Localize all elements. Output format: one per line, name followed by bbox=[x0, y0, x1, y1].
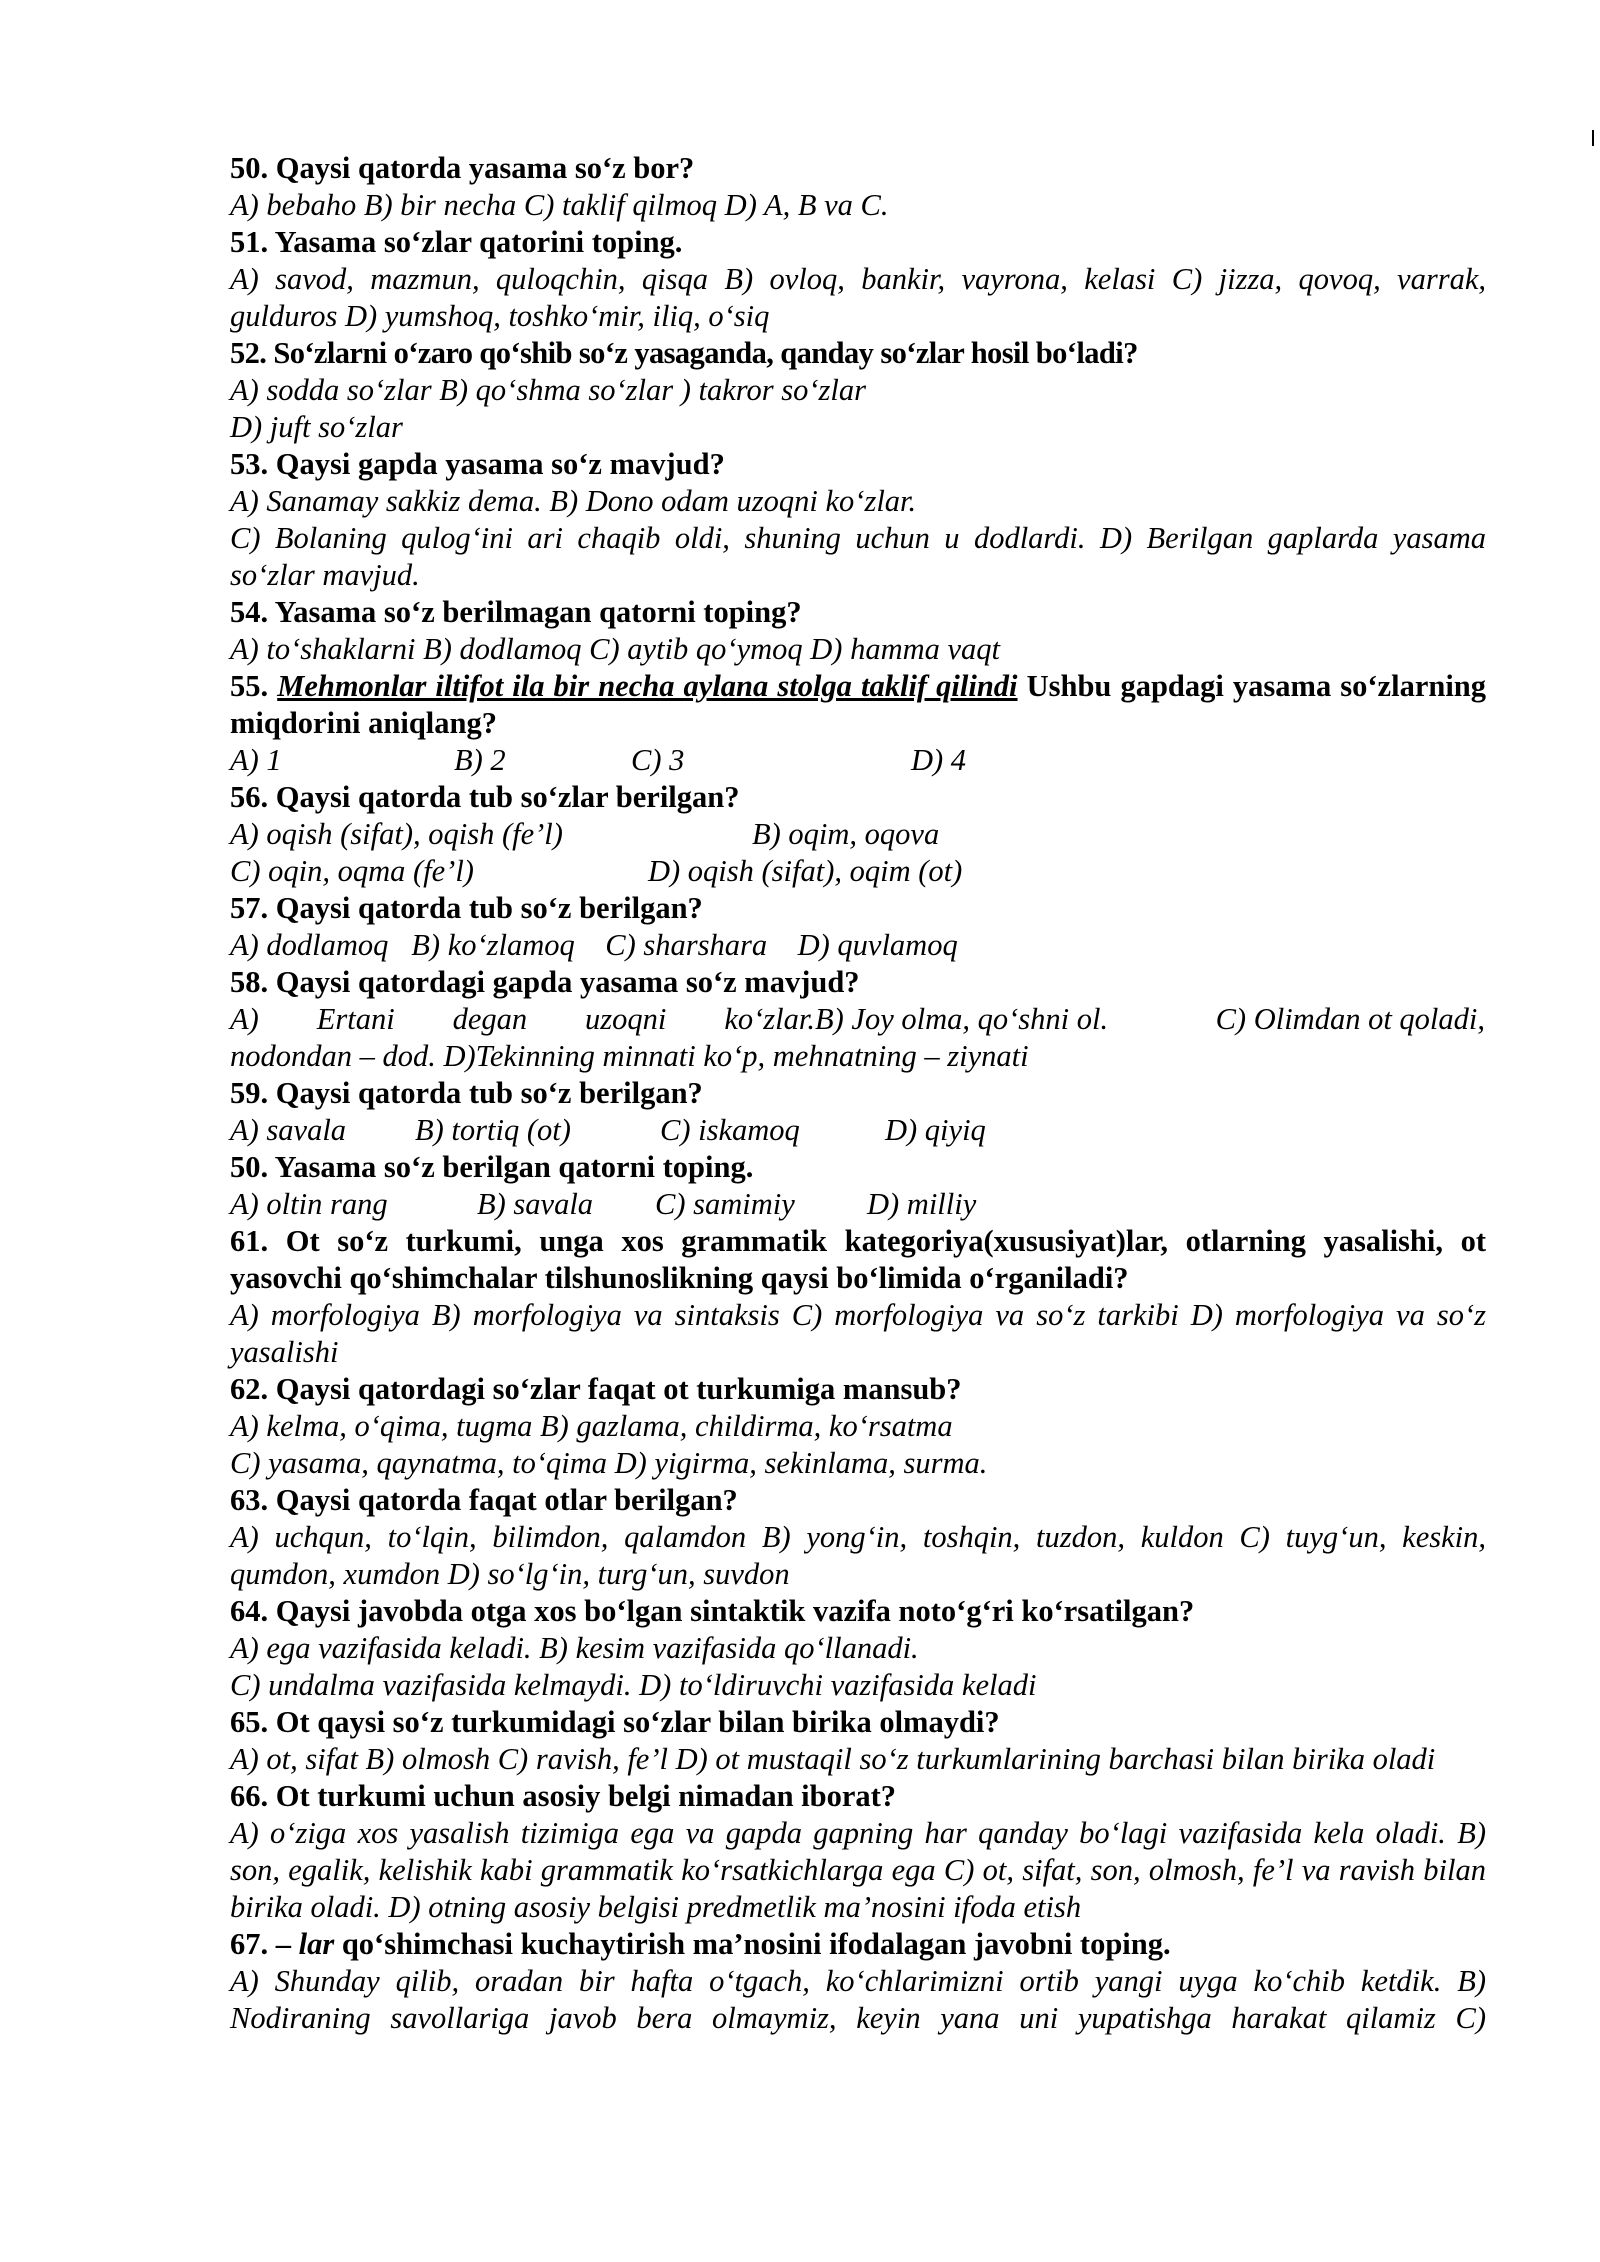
question-63: 63. Qaysi qatorda faqat otlar berilgan? bbox=[230, 1483, 738, 1517]
answer-56-a: A) oqish (sifat), oqish (fe’l) bbox=[230, 817, 563, 851]
answer-59-a: A) savala bbox=[230, 1113, 347, 1147]
answer-56-b: B) oqim, oqova bbox=[752, 817, 940, 851]
answers-61: A) morfologiya B) morfologiya va sintaksis C) morfologiya va so‘z tarkibi D) morfologiya va so‘z yasalishi bbox=[230, 1298, 1486, 1369]
answer-55-a: A) 1 bbox=[230, 743, 282, 777]
answers-60 bbox=[230, 1186, 1486, 1223]
answer-58-a: A) Ertani degan uzoqni ko‘zlar. bbox=[230, 1002, 815, 1036]
question-50: 50. Qaysi qatorda yasama so‘z bor? bbox=[230, 151, 695, 185]
question-52: 52. So‘zlarni o‘zaro qo‘shib so‘z yasaganda, qanday so‘zlar hosil bo‘ladi? bbox=[230, 336, 1138, 370]
answers-53-line1: A) Sanamay sakkiz dema. B) Dono odam uzoqni ko‘zlar. bbox=[230, 484, 917, 518]
answers-50: A) bebaho B) bir necha C) taklif qilmoq D) A, B va C. bbox=[230, 188, 889, 222]
answers-67: A) Shunday qilib, oradan bir hafta o‘tgach, ko‘chlarimizni ortib yangi uyga ko‘chib ketdik. B) Nodiraning savollariga javob bera olmaymiz, keyin yana uni yupatishga harakat qilamiz C) bbox=[230, 1964, 1486, 2035]
answers-59 bbox=[230, 1112, 1486, 1149]
question-67-text: qo‘shimchasi kuchaytirish ma’nosini ifodalagan javobni toping. bbox=[334, 1927, 1171, 1961]
answers-58-line1 bbox=[230, 1001, 1486, 1038]
answer-55-d: D) 4 bbox=[911, 743, 967, 777]
answers-52-line2: D) juft so‘zlar bbox=[230, 410, 403, 444]
answers-53-line2: C) Bolaning qulog‘ini ari chaqib oldi, shuning uchun u dodlardi. D) Berilgan gaplarda yasama so‘zlar mavjud. bbox=[230, 521, 1486, 592]
answers-51: A) savod, mazmun, quloqchin, qisqa B) ovloq, bankir, vayrona, kelasi C) jizza, qovoq, varrak, gulduros D) yumshoq, toshko‘mir, iliq, o‘siq bbox=[230, 262, 1486, 333]
question-58: 58. Qaysi qatordagi gapda yasama so‘z mavjud? bbox=[230, 965, 860, 999]
question-59: 59. Qaysi qatorda tub so‘z berilgan? bbox=[230, 1076, 703, 1110]
question-55-text: Ushbu gapdagi yasama so‘zlarning miqdorini aniqlang? bbox=[230, 669, 1487, 740]
question-65: 65. Ot qaysi so‘z turkumidagi so‘zlar bilan birika olmaydi? bbox=[230, 1705, 1000, 1739]
question-67 bbox=[230, 1926, 1486, 1963]
answers-58-line2: nodondan – dod. D)Tekinning minnati ko‘p, mehnatning – ziynati bbox=[230, 1039, 1029, 1073]
answer-58-b: B) Joy olma, qo‘shni ol. bbox=[815, 1002, 1109, 1036]
answer-56-c: C) oqin, oqma (fe’l) bbox=[230, 854, 474, 888]
question-55-number: 55. bbox=[230, 669, 269, 703]
edge-mark bbox=[1592, 130, 1594, 146]
answer-55-c: C) 3 bbox=[631, 743, 685, 777]
answer-59-c: C) iskamoq bbox=[660, 1113, 800, 1147]
answer-59-d: D) qiyiq bbox=[885, 1113, 986, 1147]
answers-52-line1: A) sodda so‘zlar B) qo‘shma so‘zlar ) takror so‘zlar bbox=[230, 373, 866, 407]
answers-63: A) uchqun, to‘lqin, bilimdon, qalamdon B) yong‘in, toshqin, tuzdon, kuldon C) tuyg‘un, keskin, qumdon, xumdon D) so‘lg‘in, turg‘un, suvdon bbox=[230, 1520, 1486, 1591]
answers-66: A) o‘ziga xos yasalish tizimiga ega va gapda gapning har qanday bo‘lagi vazifasida kela oladi. B) son, egalik, kelishik kabi grammatik ko‘rsatkichlarga ega C) ot, sifat, son, olmosh, fe’l va ravish bilan birika oladi. D) otning asosiy belgisi predmetlik ma’nosini ifoda etish bbox=[230, 1816, 1486, 1924]
answers-54: A) to‘shaklarni B) dodlamoq C) aytib qo‘ymoq D) hamma vaqt bbox=[230, 632, 1001, 666]
question-55-sentence: Mehmonlar iltifot ila bir necha aylana stolga taklif qilindi bbox=[277, 669, 1018, 703]
question-list bbox=[230, 150, 1486, 2037]
answers-62-line1: A) kelma, o‘qima, tugma B) gazlama, childirma, ko‘rsatma bbox=[230, 1409, 953, 1443]
question-60: 50. Yasama so‘z berilgan qatorni toping. bbox=[230, 1150, 754, 1184]
answers-56-line2 bbox=[230, 853, 1486, 890]
answer-56-d: D) oqish (sifat), oqim (ot) bbox=[648, 854, 963, 888]
answers-65: A) ot, sifat B) olmosh C) ravish, fe’l D) ot mustaqil so‘z turkumlarining barchasi bilan birika oladi bbox=[230, 1742, 1436, 1776]
question-61: 61. Ot so‘z turkumi, unga xos grammatik kategoriya(xususiyat)lar, otlarning yasalishi, ot yasovchi qo‘shimchalar tilshunoslikning qaysi bo‘limida o‘rganiladi? bbox=[230, 1224, 1486, 1295]
question-54: 54. Yasama so‘z berilmagan qatorni toping? bbox=[230, 595, 802, 629]
answers-56-line1 bbox=[230, 816, 1486, 853]
answer-60-d: D) milliy bbox=[867, 1187, 977, 1221]
question-62: 62. Qaysi qatordagi so‘zlar faqat ot turkumiga mansub? bbox=[230, 1372, 962, 1406]
question-56: 56. Qaysi qatorda tub so‘zlar berilgan? bbox=[230, 780, 740, 814]
question-66: 66. Ot turkumi uchun asosiy belgi nimadan iborat? bbox=[230, 1779, 897, 1813]
answers-64-line1: A) ega vazifasida keladi. B) kesim vazifasida qo‘llanadi. bbox=[230, 1631, 919, 1665]
answer-60-b: B) savala bbox=[477, 1187, 594, 1221]
answer-55-b: B) 2 bbox=[454, 743, 506, 777]
question-64: 64. Qaysi javobda otga xos bo‘lgan sintaktik vazifa noto‘g‘ri ko‘rsatilgan? bbox=[230, 1594, 1195, 1628]
answers-64-line2: C) undalma vazifasida kelmaydi. D) to‘ldiruvchi vazifasida keladi bbox=[230, 1668, 1037, 1702]
question-53: 53. Qaysi gapda yasama so‘z mavjud? bbox=[230, 447, 725, 481]
question-57: 57. Qaysi qatorda tub so‘z berilgan? bbox=[230, 891, 703, 925]
answer-60-c: C) samimiy bbox=[655, 1187, 795, 1221]
answer-60-a: A) oltin rang bbox=[230, 1187, 388, 1221]
question-67-suffix: lar bbox=[298, 1927, 335, 1961]
question-67-number: 67. – bbox=[230, 1927, 299, 1961]
answers-57: A) dodlamoq B) ko‘zlamoq C) sharshara D) quvlamoq bbox=[230, 928, 958, 962]
answer-59-b: B) tortiq (ot) bbox=[415, 1113, 571, 1147]
answer-58-c: C) Olimdan ot qoladi, bbox=[1215, 1002, 1485, 1036]
answers-55 bbox=[230, 742, 1486, 779]
question-51: 51. Yasama so‘zlar qatorini toping. bbox=[230, 225, 683, 259]
answers-62-line2: C) yasama, qaynatma, to‘qima D) yigirma, sekinlama, surma. bbox=[230, 1446, 988, 1480]
question-55 bbox=[230, 668, 1486, 742]
